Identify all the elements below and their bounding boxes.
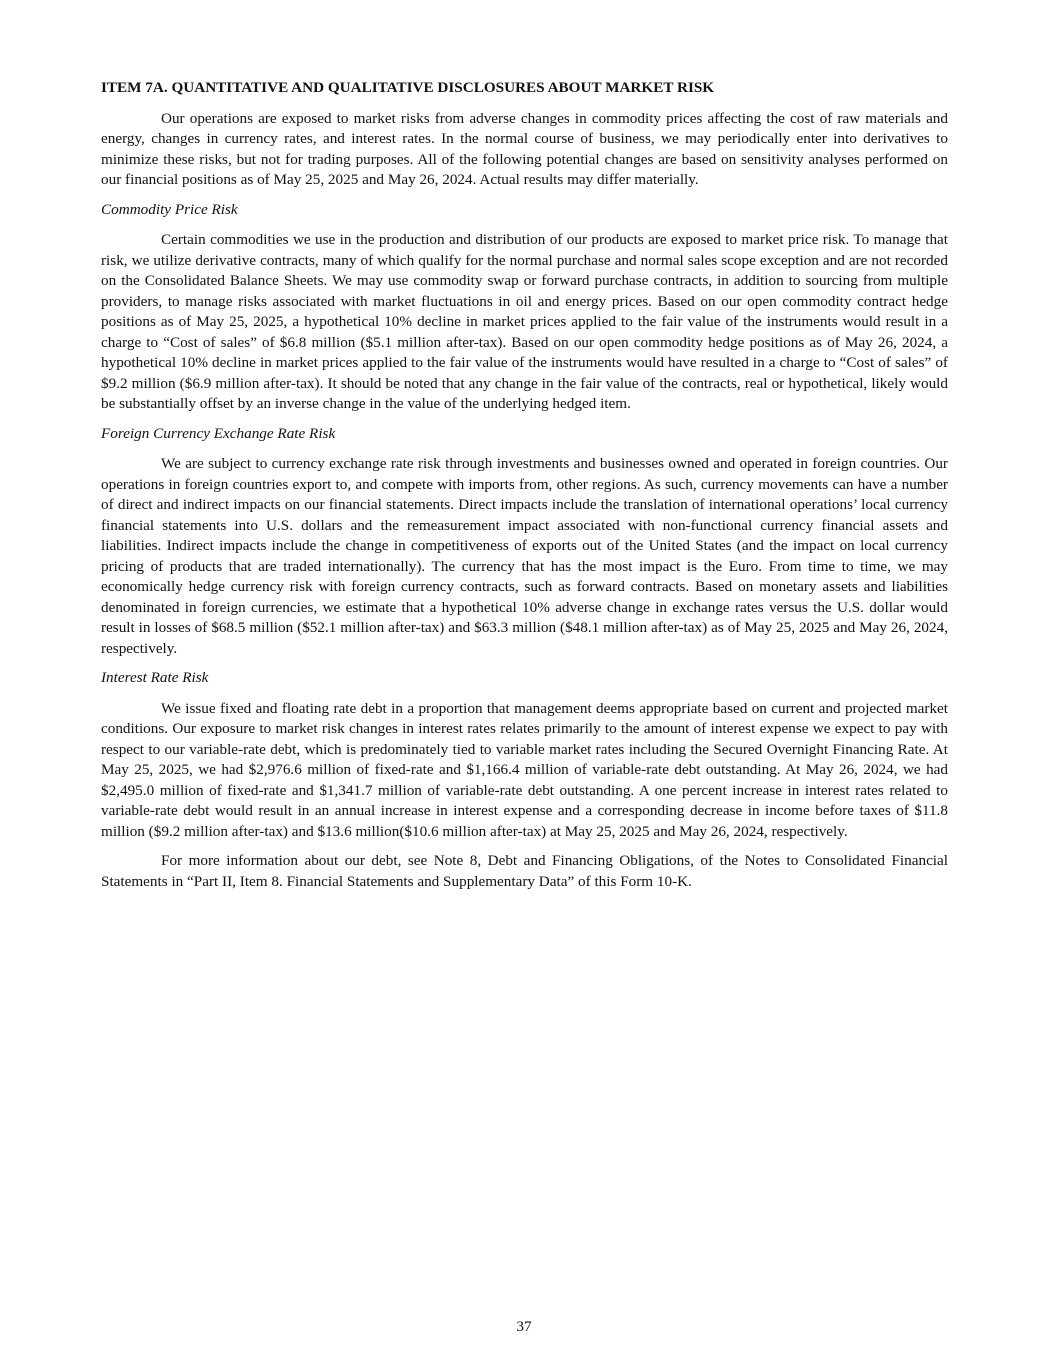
- commodity-risk-title: Commodity Price Risk: [101, 200, 238, 218]
- commodity-risk-paragraph: Certain commodities we use in the production and distribution of our products are exposed to market price risk. To manage that risk, we utilize derivative contracts, many of which qualify for the normal purchase and normal sales scope exception and are not recorded on the Consolidated Balance Sheets. We may use commodity swap or forward purchase contracts, in addition to sourcing from multiple providers, to manage risks associated with market fluctuations in oil and energy prices. Based on our open commodity contract hedge positions as of May 25, 2025, a hypothetical 10% decline in market prices applied to the fair value of the instruments would result in a charge to “Cost of sales” of $6.8 million ($5.1 million after-tax). Based on our open commodity hedge positions as of May 26, 2024, a hypothetical 10% decline in market prices applied to the fair value of the instruments would have resulted in a charge to “Cost of sales” of $9.2 million ($6.9 million after-tax). It should be noted that any change in the fair value of the contracts, real or hypothetical, likely would be substantially offset by an inverse change in the value of the underlying hedged item.: [101, 231, 948, 412]
- fx-risk-paragraph: We are subject to currency exchange rate risk through investments and businesses owned and operated in foreign countries. Our operations in foreign countries export to, and compete with imports from, other regions. As such, currency movements can have a number of direct and indirect impacts on our financial statements. Direct impacts include the translation of international operations’ local currency financial statements into U.S. dollars and the remeasurement impact associated with non-functional currency financial assets and liabilities. Indirect impacts include the change in competitiveness of exports out of the United States (and the impact on local currency pricing of products that are traded internationally). The currency that has the most impact is the Euro. From time to time, we may economically hedge currency risk with foreign currency contracts, such as forward contracts. Based on monetary assets and liabilities denominated in foreign currencies, we estimate that a hypothetical 10% adverse change in exchange rates versus the U.S. dollar would result in losses of $68.5 million ($52.1 million after-tax) and $63.3 million ($48.1 million after-tax) as of May 25, 2025 and May 26, 2024, respectively.: [101, 455, 948, 657]
- fx-risk-title: Foreign Currency Exchange Rate Risk: [101, 424, 336, 442]
- page-number: 37: [516, 1318, 532, 1335]
- document-page: [101, 78, 948, 901]
- section-heading: ITEM 7A. QUANTITATIVE AND QUALITATIVE DISCLOSURES ABOUT MARKET RISK: [101, 79, 715, 96]
- interest-rate-risk-title: Interest Rate Risk: [101, 669, 209, 686]
- intro-paragraph: Our operations are exposed to market risks from adverse changes in commodity prices affecting the cost of raw materials and energy, changes in currency rates, and interest rates. In the normal course of business, we may periodically enter into derivatives to minimize these risks, but not for trading purposes. All of the following potential changes are based on sensitivity analyses performed on our financial positions as of May 25, 2025 and May 26, 2024. Actual results may differ materially.: [101, 109, 948, 188]
- closing-paragraph: For more information about our debt, see Note 8, Debt and Financing Obligations, of the Notes to Consolidated Financial Statements in “Part II, Item 8. Financial Statements and Supplementary Data” of this Form 10-K.: [101, 852, 948, 890]
- interest-rate-risk-paragraph: We issue fixed and floating rate debt in a proportion that management deems appropriate based on current and projected market conditions. Our exposure to market risk changes in interest rates relates primarily to the amount of interest expense we expect to pay with respect to our variable-rate debt, which is predominately tied to variable market rates including the Secured Overnight Financing Rate. At May 25, 2025, we had $2,976.6 million of fixed-rate and $1,166.4 million of variable-rate debt outstanding. At May 26, 2024, we had $2,495.0 million of fixed-rate and $1,341.7 million of variable-rate debt outstanding. A one percent increase in interest rates related to variable-rate debt would result in an annual increase in interest expense and a corresponding decrease in income before taxes of $11.8 million ($9.2 million after-tax) and $13.6 million($10.6 million after-tax) at May 25, 2025 and May 26, 2024, respectively.: [101, 699, 948, 840]
